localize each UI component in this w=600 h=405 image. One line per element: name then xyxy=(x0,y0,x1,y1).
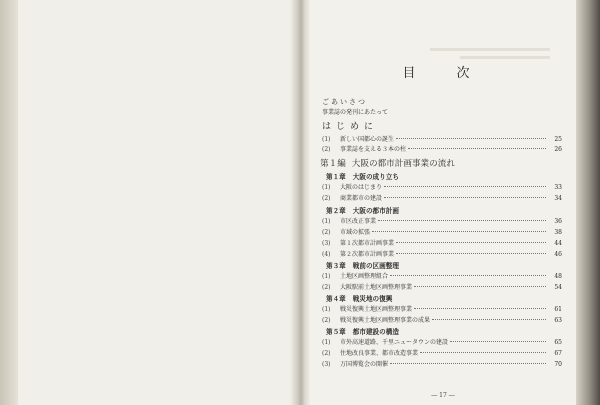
toc-item: (1) 新しい国都心の誕生 25 xyxy=(322,136,562,143)
page-number: ― 17 ― xyxy=(431,392,455,399)
toc-item: (2) 戦災復興土地区画整理事業の成果 63 xyxy=(322,317,562,324)
toc-chapter: 第２章 大阪の都市計画 xyxy=(326,207,399,215)
toc-item: (2) 住地改良事業、都市改造事業 67 xyxy=(322,350,562,357)
toc-item: (4) 第２次都市計画事業 46 xyxy=(322,251,562,258)
toc-part-heading: 第１編 大阪の都市計画事業の流れ xyxy=(320,159,455,169)
toc-item: (3) 第１次都市計画事業 44 xyxy=(322,240,562,247)
toc-chapter: 第４章 戦災地の復興 xyxy=(326,295,393,303)
toc-chapter: 第１章 大阪の成り立ち xyxy=(326,173,399,181)
toc-item: (2) 事業誌を支える３本の柱 26 xyxy=(322,146,562,153)
toc-item: (1) 市区改正事業 36 xyxy=(322,218,562,225)
book-gutter xyxy=(290,0,310,405)
toc-intro: はじめに xyxy=(322,122,379,132)
toc-item: (2) 市域の拡張 38 xyxy=(322,229,562,236)
toc-item: (2) 大阪駅前土地区画整理事業 54 xyxy=(322,284,562,291)
toc-title: 目 次 xyxy=(402,66,484,81)
toc-chapter: 第３章 戦前の区画整理 xyxy=(326,262,399,270)
toc-item: (1) 市外高速道路、千里ニュータウンの建設 65 xyxy=(322,339,562,346)
toc-greeting: ごあいさつ xyxy=(322,98,367,106)
toc-item: (1) 大阪のはじまり 33 xyxy=(322,184,562,191)
left-page-blank xyxy=(18,0,290,405)
right-page-edge xyxy=(576,0,600,405)
toc-item: (1) 土地区画整理組合 48 xyxy=(322,273,562,280)
left-page-edge xyxy=(0,0,18,405)
toc-greeting-sub: 事業誌の発刊にあたって xyxy=(322,109,389,116)
table-of-contents xyxy=(310,0,576,405)
toc-item: (1) 戦災復興土地区画整理事業 61 xyxy=(322,306,562,313)
toc-chapter: 第５章 都市建設の構造 xyxy=(326,328,399,336)
toc-item: (3) 万国博覧会の開催 70 xyxy=(322,361,562,368)
toc-item: (2) 商業都市の建設 34 xyxy=(322,195,562,202)
